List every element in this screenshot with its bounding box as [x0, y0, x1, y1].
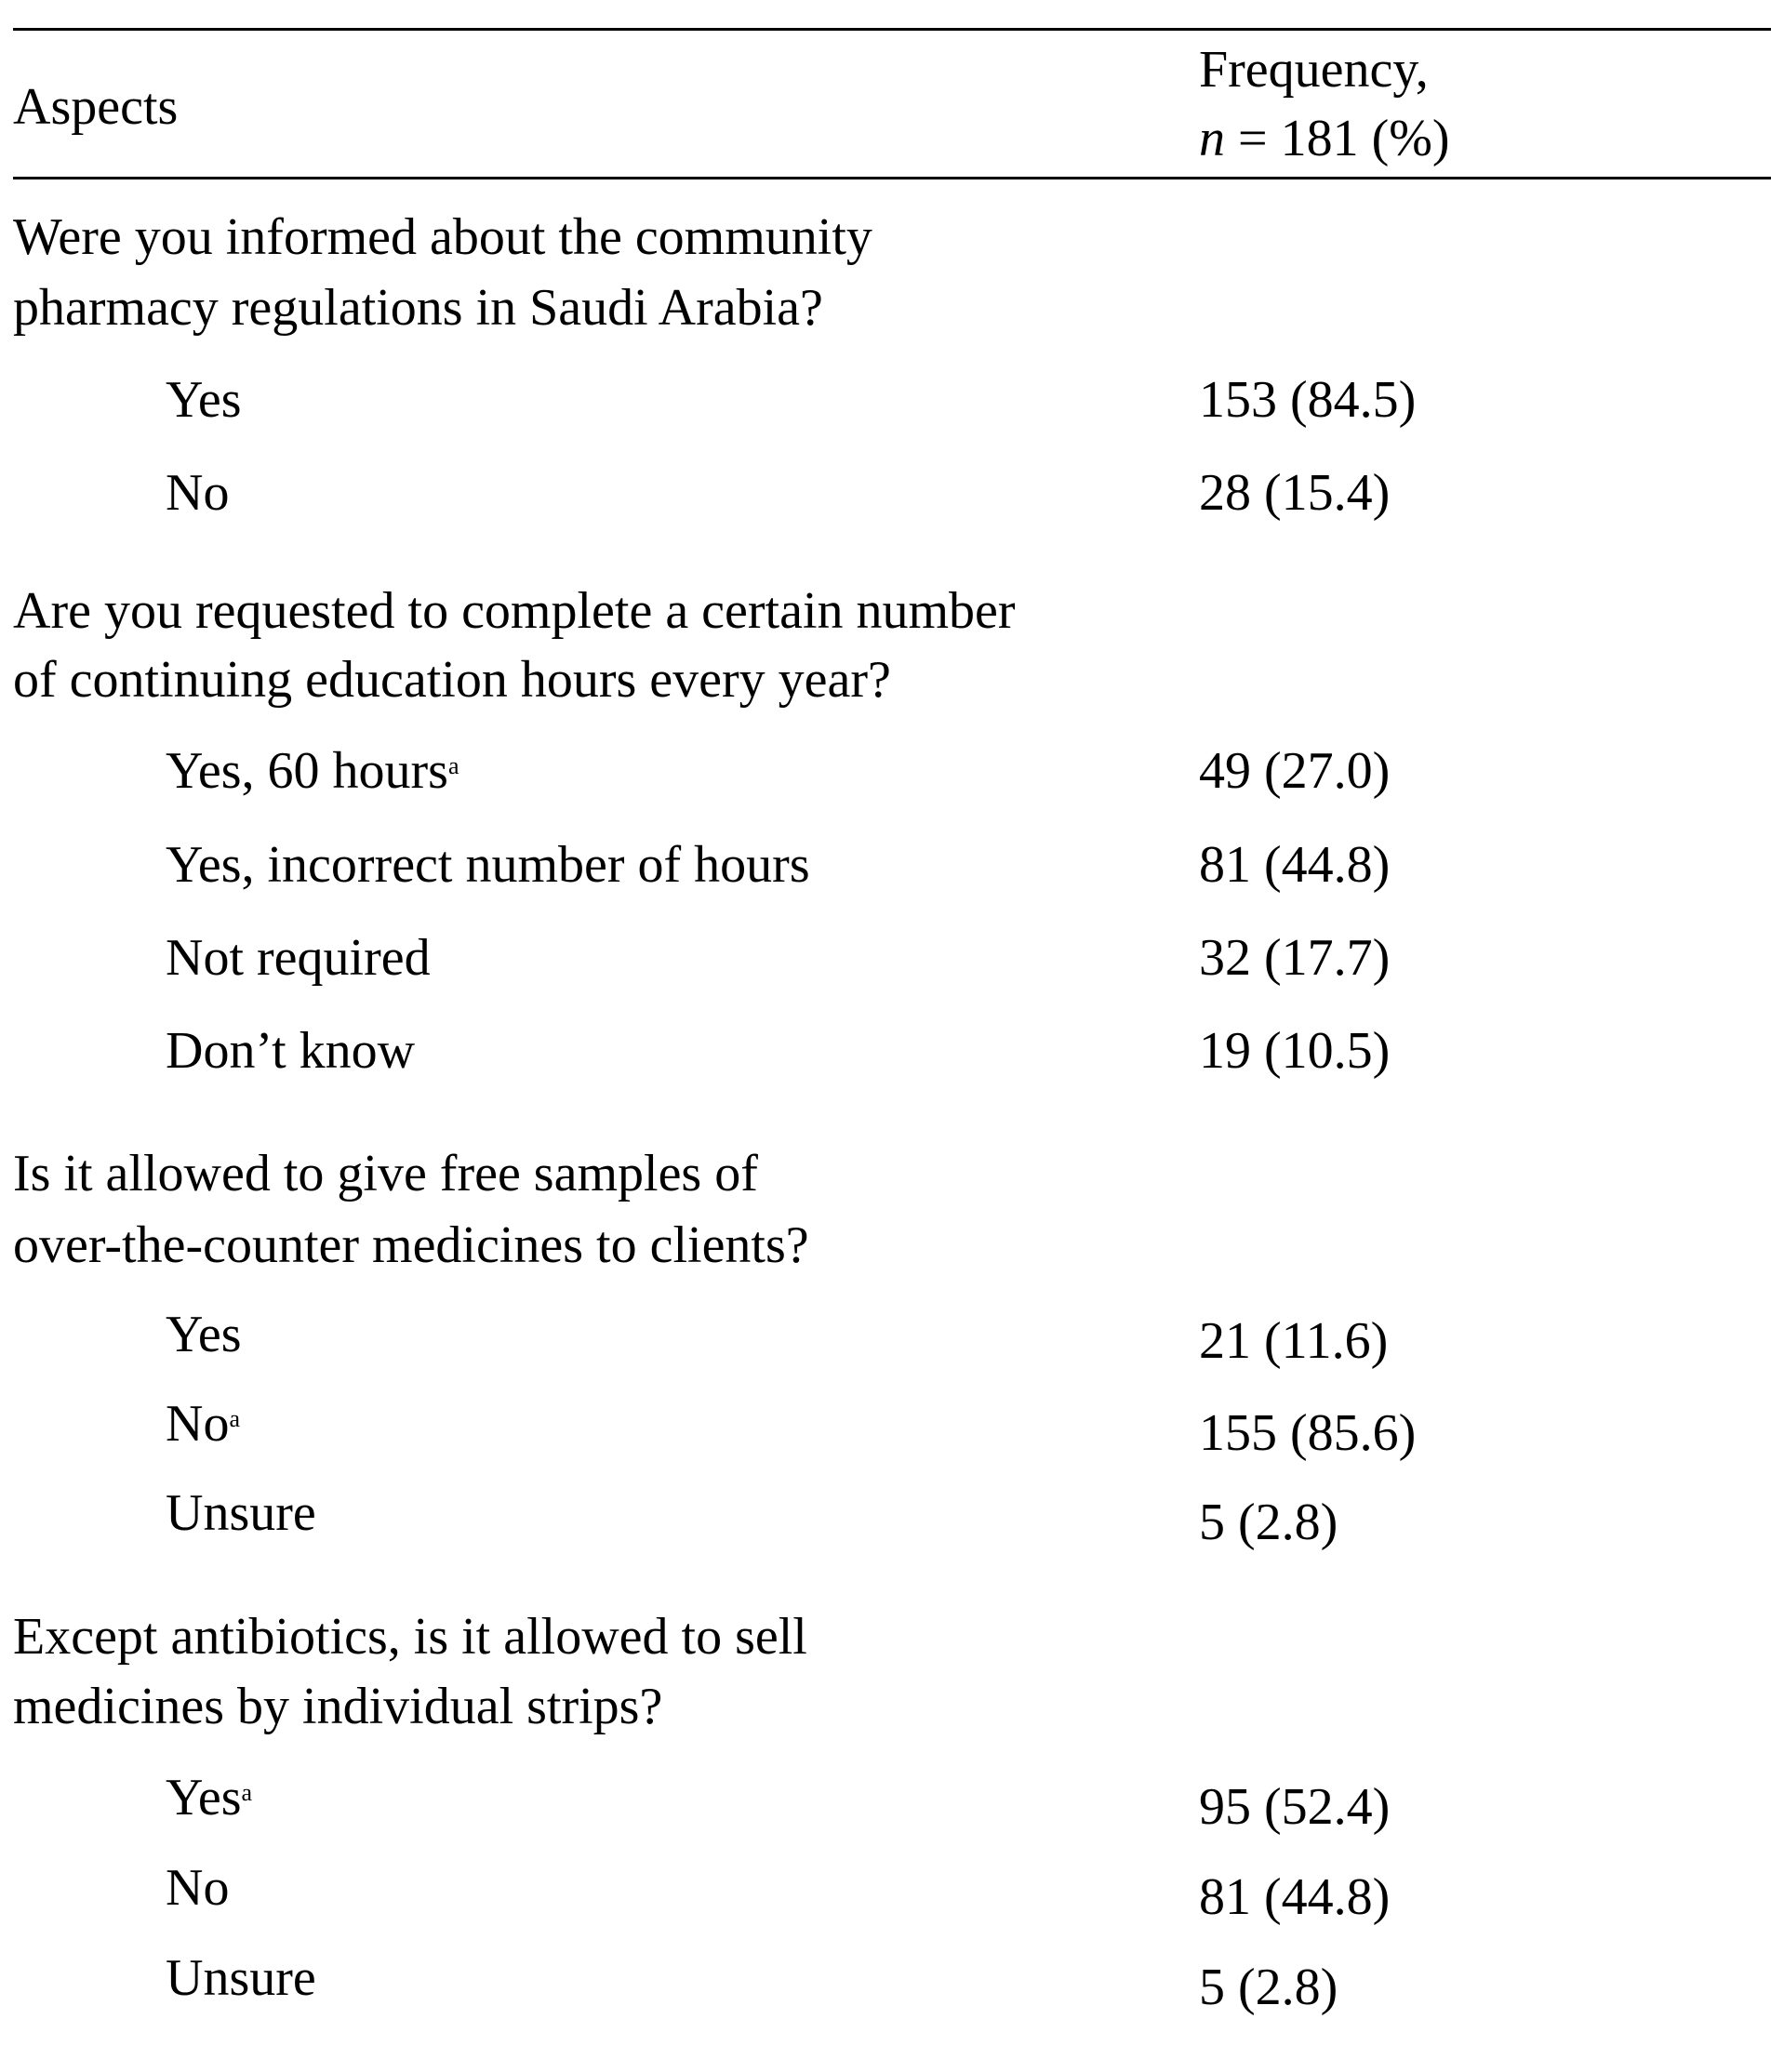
answer-label: No$^a$ — [166, 1395, 240, 1453]
frequency-value: 21 (11.6) — [1199, 1312, 1389, 1370]
top-rule — [13, 28, 1771, 31]
footnote-mark: a — [241, 1779, 253, 1806]
answer-label: Don’t know — [166, 1022, 416, 1080]
answer-label: Yes$^a$ — [166, 1769, 253, 1826]
header-aspects: Aspects — [13, 78, 179, 136]
frequency-value: 95 (52.4) — [1199, 1778, 1391, 1836]
question-line: of continuing education hours every year? — [13, 651, 891, 709]
frequency-value: 5 (2.8) — [1199, 1959, 1338, 2016]
footnote-mark: a — [447, 752, 459, 779]
header-frequency: Frequency, — [1199, 41, 1429, 99]
answer-label: Yes, incorrect number of hours — [166, 836, 810, 894]
frequency-value: 28 (15.4) — [1199, 464, 1391, 522]
frequency-value: 32 (17.7) — [1199, 929, 1391, 987]
answer-label: No — [166, 1859, 230, 1917]
frequency-value: 5 (2.8) — [1199, 1494, 1338, 1551]
footnote-mark: a — [229, 1405, 240, 1432]
header-rule — [13, 177, 1771, 179]
question-line: Were you informed about the community — [13, 208, 872, 266]
question-line: Is it allowed to give free samples of — [13, 1145, 758, 1202]
answer-label: No — [166, 464, 230, 522]
answer-label: Yes — [166, 1306, 242, 1363]
question-line: Except antibiotics, is it allowed to sell — [13, 1608, 807, 1666]
frequency-value: 155 (85.6) — [1199, 1404, 1417, 1462]
n-value: = 181 (%) — [1225, 110, 1450, 167]
answer-label: Yes, 60 hours$^a$ — [166, 742, 459, 800]
frequency-value: 153 (84.5) — [1199, 371, 1417, 429]
frequency-value: 81 (44.8) — [1199, 836, 1391, 894]
frequency-value: 19 (10.5) — [1199, 1022, 1391, 1080]
question-line: medicines by individual strips? — [13, 1678, 663, 1735]
answer-label: Not required — [166, 929, 431, 987]
answer-label: Unsure — [166, 1949, 316, 2007]
frequency-value: 49 (27.0) — [1199, 742, 1391, 800]
header-n-total — [1199, 104, 1450, 174]
question-line: pharmacy regulations in Saudi Arabia? — [13, 279, 823, 337]
question-line: Are you requested to complete a certain number — [13, 582, 1016, 640]
answer-label: Yes — [166, 371, 242, 429]
question-line: over-the-counter medicines to clients? — [13, 1216, 809, 1274]
answer-label: Unsure — [166, 1484, 316, 1542]
frequency-value: 81 (44.8) — [1199, 1868, 1391, 1926]
n-symbol: n — [1199, 110, 1225, 167]
